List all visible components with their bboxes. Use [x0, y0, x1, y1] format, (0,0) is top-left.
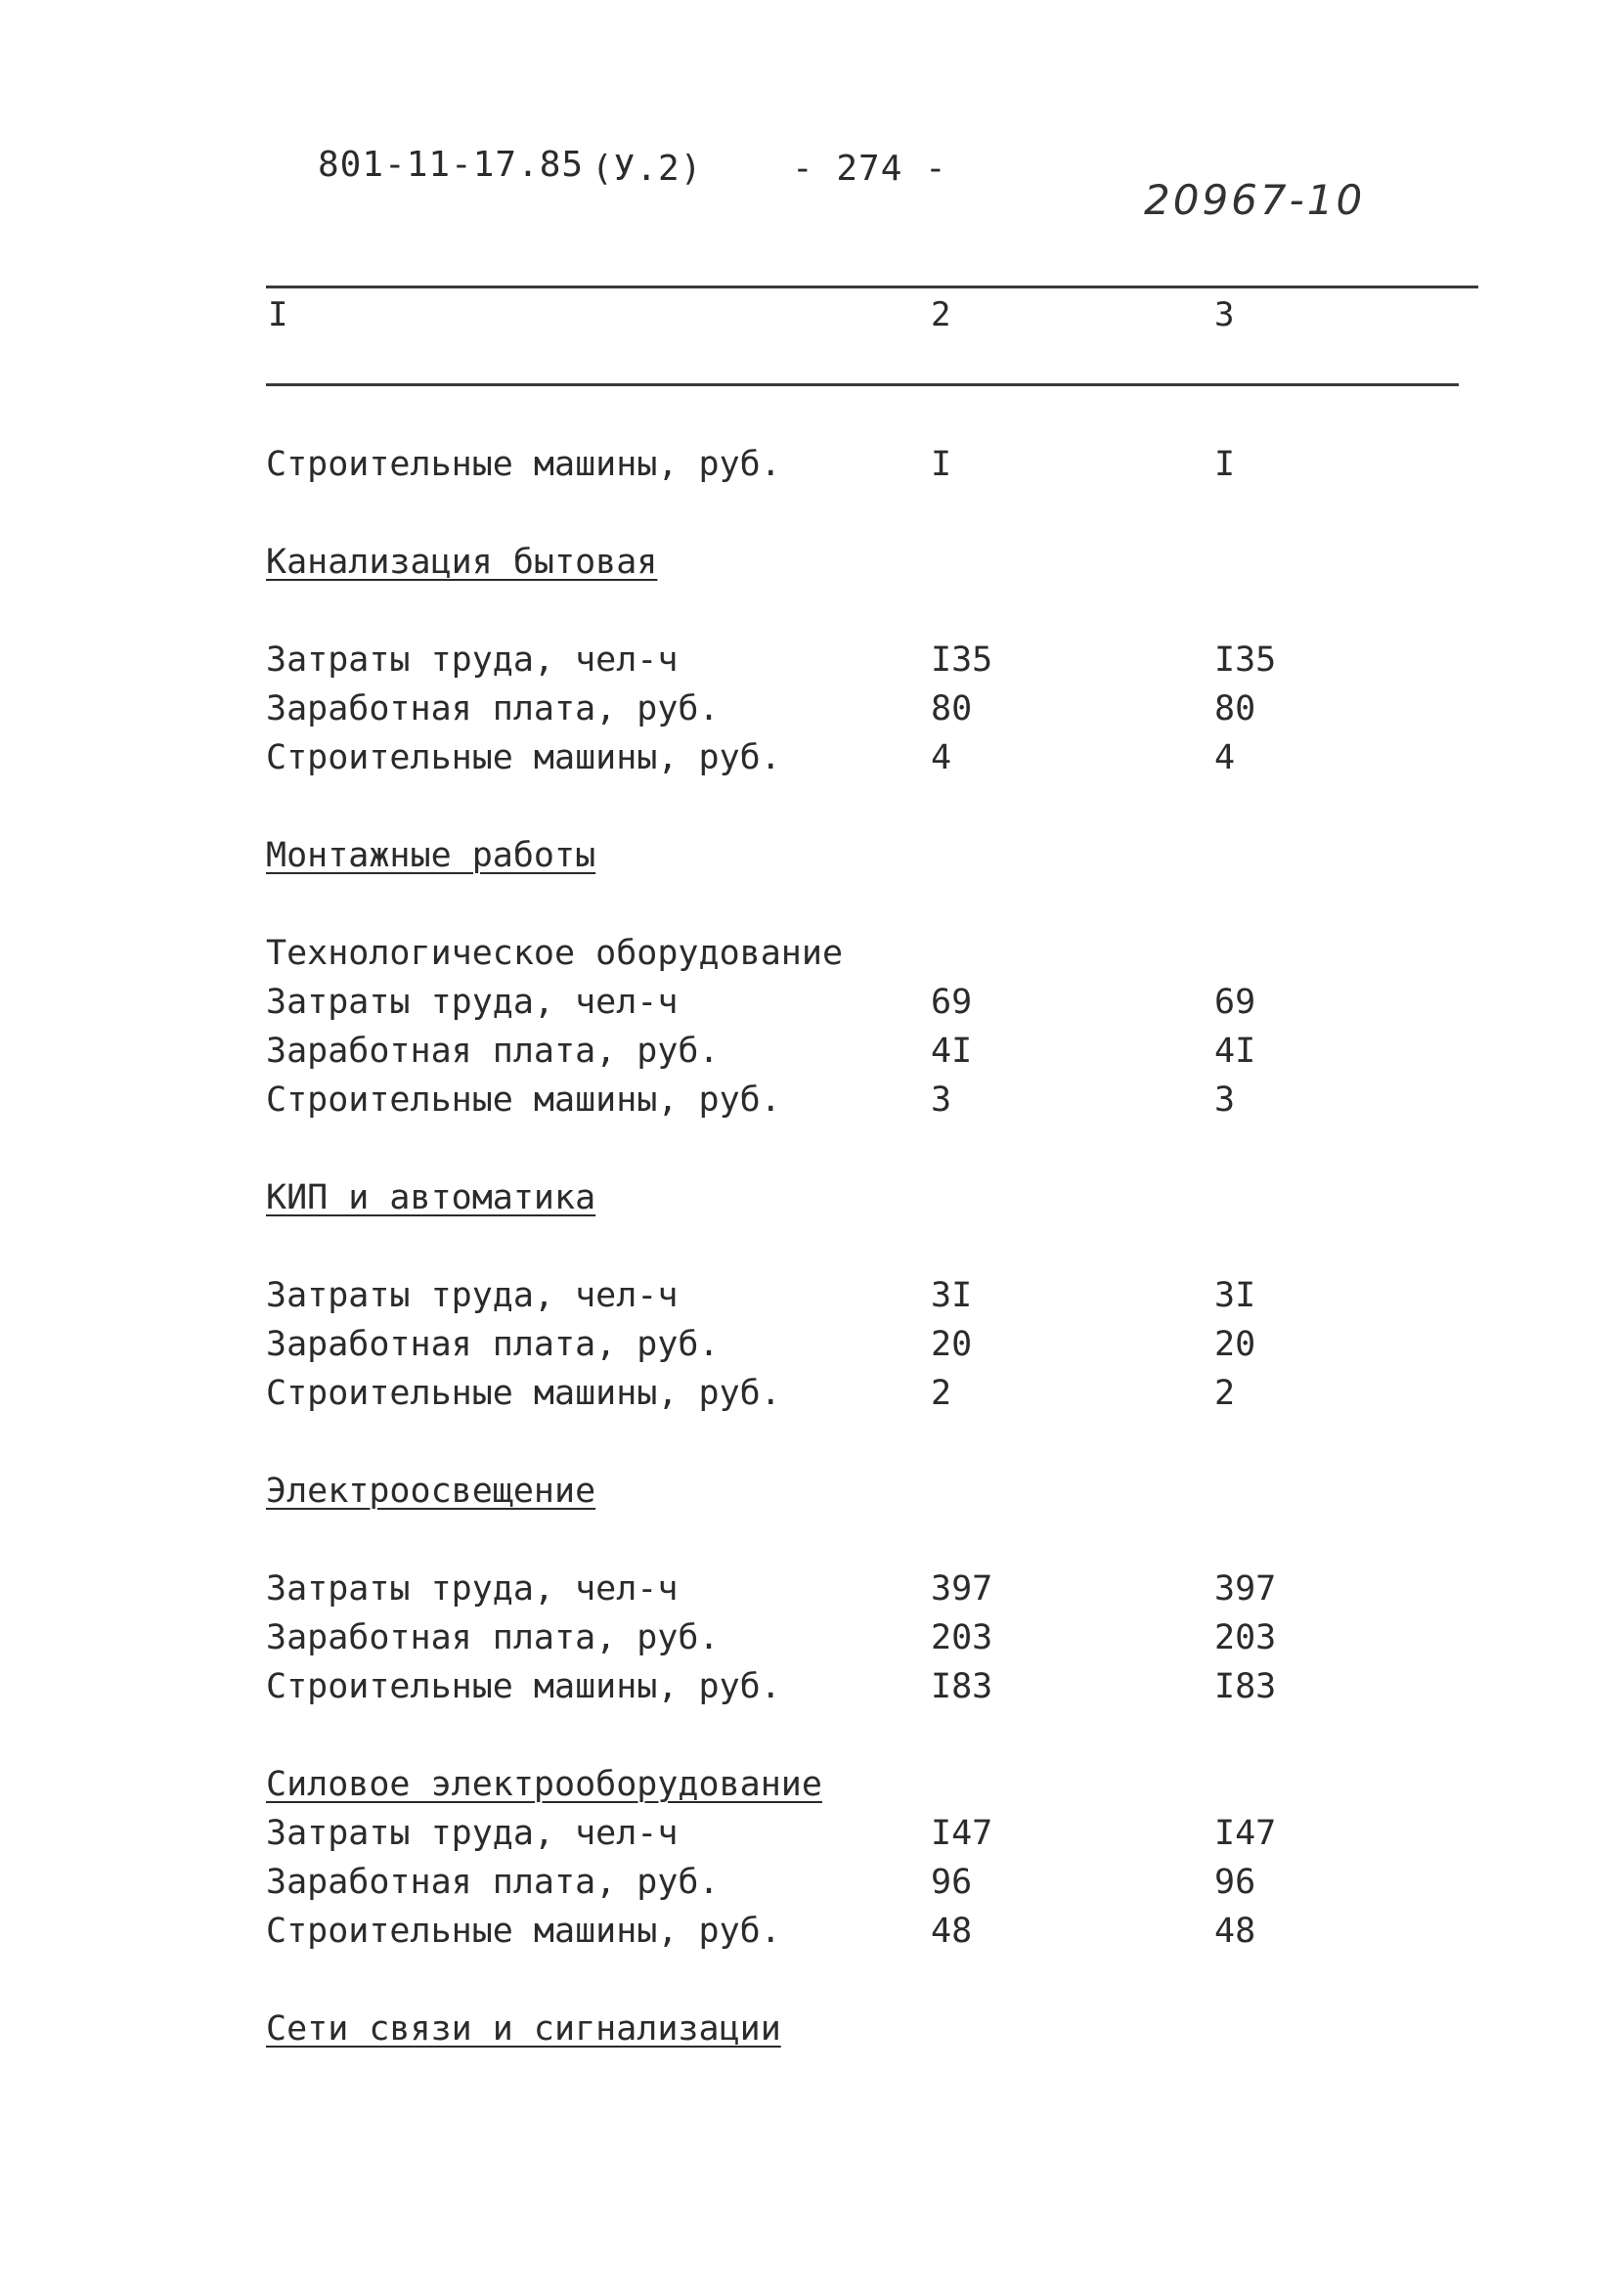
section-title: КИП и автоматика: [266, 1178, 596, 1217]
section-subtitle: Технологическое оборудование: [266, 934, 844, 973]
row-value-col2: I83: [931, 1667, 993, 1706]
table-top-rule: [266, 286, 1478, 288]
row-label: Затраты труда, чел-ч: [266, 1814, 679, 1853]
row-value-col3: 3I: [1214, 1276, 1256, 1315]
page-number: - 274 -: [792, 149, 947, 189]
table-row: [266, 1809, 1537, 1858]
row-label: Строительные машины, руб.: [266, 1080, 781, 1120]
row-value-col2: I35: [931, 640, 993, 680]
row-value-col3: 96: [1214, 1863, 1256, 1902]
section-title: Монтажные работы: [266, 836, 596, 875]
row-value-col3: 69: [1214, 983, 1256, 1022]
section-title: Силовое электрооборудование: [266, 1765, 822, 1804]
row-value-col2: I: [931, 445, 952, 484]
table-row: [266, 1613, 1537, 1662]
table-row: [266, 636, 1537, 684]
handwritten-inventory-number: 20967-10: [1144, 176, 1366, 224]
row-value-col3: 80: [1214, 689, 1256, 728]
row-value-col2: 3: [931, 1080, 952, 1120]
column-number-3: 3: [1214, 295, 1235, 334]
row-label: Заработная плата, руб.: [266, 1618, 720, 1657]
table-row: [266, 440, 1537, 489]
row-value-col2: 20: [931, 1325, 973, 1364]
table-row: [266, 684, 1537, 733]
row-value-col3: I35: [1214, 640, 1277, 680]
table-row: [266, 978, 1537, 1027]
row-value-col2: 4I: [931, 1032, 973, 1071]
row-label: Строительные машины, руб.: [266, 738, 781, 777]
table-row: [266, 1320, 1537, 1369]
table-row: [266, 1565, 1537, 1613]
row-label: Заработная плата, руб.: [266, 1325, 720, 1364]
row-value-col2: 48: [931, 1912, 973, 1951]
row-label: Затраты труда, чел-ч: [266, 1276, 679, 1315]
row-value-col2: 203: [931, 1618, 993, 1657]
row-label: Заработная плата, руб.: [266, 689, 720, 728]
row-value-col2: I47: [931, 1814, 993, 1853]
row-value-col2: 4: [931, 738, 952, 777]
row-value-col2: 397: [931, 1569, 993, 1609]
row-label: Затраты труда, чел-ч: [266, 983, 679, 1022]
row-value-col2: 80: [931, 689, 973, 728]
column-number-2: 2: [931, 295, 951, 334]
row-label: Затраты труда, чел-ч: [266, 1569, 679, 1609]
row-value-col3: 4I: [1214, 1032, 1256, 1071]
section-title: Электроосвещение: [266, 1472, 596, 1511]
row-value-col2: 69: [931, 983, 973, 1022]
row-value-col3: 48: [1214, 1912, 1256, 1951]
table-row: [266, 1076, 1537, 1124]
row-value-col3: 203: [1214, 1618, 1277, 1657]
table-row: [266, 1369, 1537, 1418]
row-value-col2: 2: [931, 1374, 952, 1413]
table-header-rule: [266, 383, 1459, 386]
table-row: [266, 733, 1537, 782]
row-value-col3: 4: [1214, 738, 1236, 777]
table-row: [266, 1027, 1537, 1076]
table-row: [266, 1662, 1537, 1711]
row-value-col3: 2: [1214, 1374, 1236, 1413]
row-label: Заработная плата, руб.: [266, 1863, 720, 1902]
row-label: Строительные машины, руб.: [266, 1667, 781, 1706]
section-title: Сети связи и сигнализации: [266, 2009, 781, 2049]
table-body: [266, 411, 1537, 2053]
row-label: Затраты труда, чел-ч: [266, 640, 679, 680]
section-title: Канализация бытовая: [266, 543, 658, 582]
column-number-1: I: [268, 295, 288, 334]
row-value-col3: I47: [1214, 1814, 1277, 1853]
row-label: Строительные машины, руб.: [266, 1912, 781, 1951]
document-code: 801-11-17.85: [318, 145, 585, 185]
table-row: [266, 1907, 1537, 1956]
table-row: [266, 1271, 1537, 1320]
row-label: Заработная плата, руб.: [266, 1032, 720, 1071]
row-value-col3: 397: [1214, 1569, 1277, 1609]
row-value-col3: 20: [1214, 1325, 1256, 1364]
row-label: Строительные машины, руб.: [266, 1374, 781, 1413]
row-value-col3: I83: [1214, 1667, 1277, 1706]
volume-label: (У.2): [592, 149, 703, 189]
table-row: [266, 1858, 1537, 1907]
row-value-col2: 3I: [931, 1276, 973, 1315]
row-label: Строительные машины, руб.: [266, 445, 781, 484]
row-value-col2: 96: [931, 1863, 973, 1902]
row-value-col3: I: [1214, 445, 1236, 484]
row-value-col3: 3: [1214, 1080, 1236, 1120]
